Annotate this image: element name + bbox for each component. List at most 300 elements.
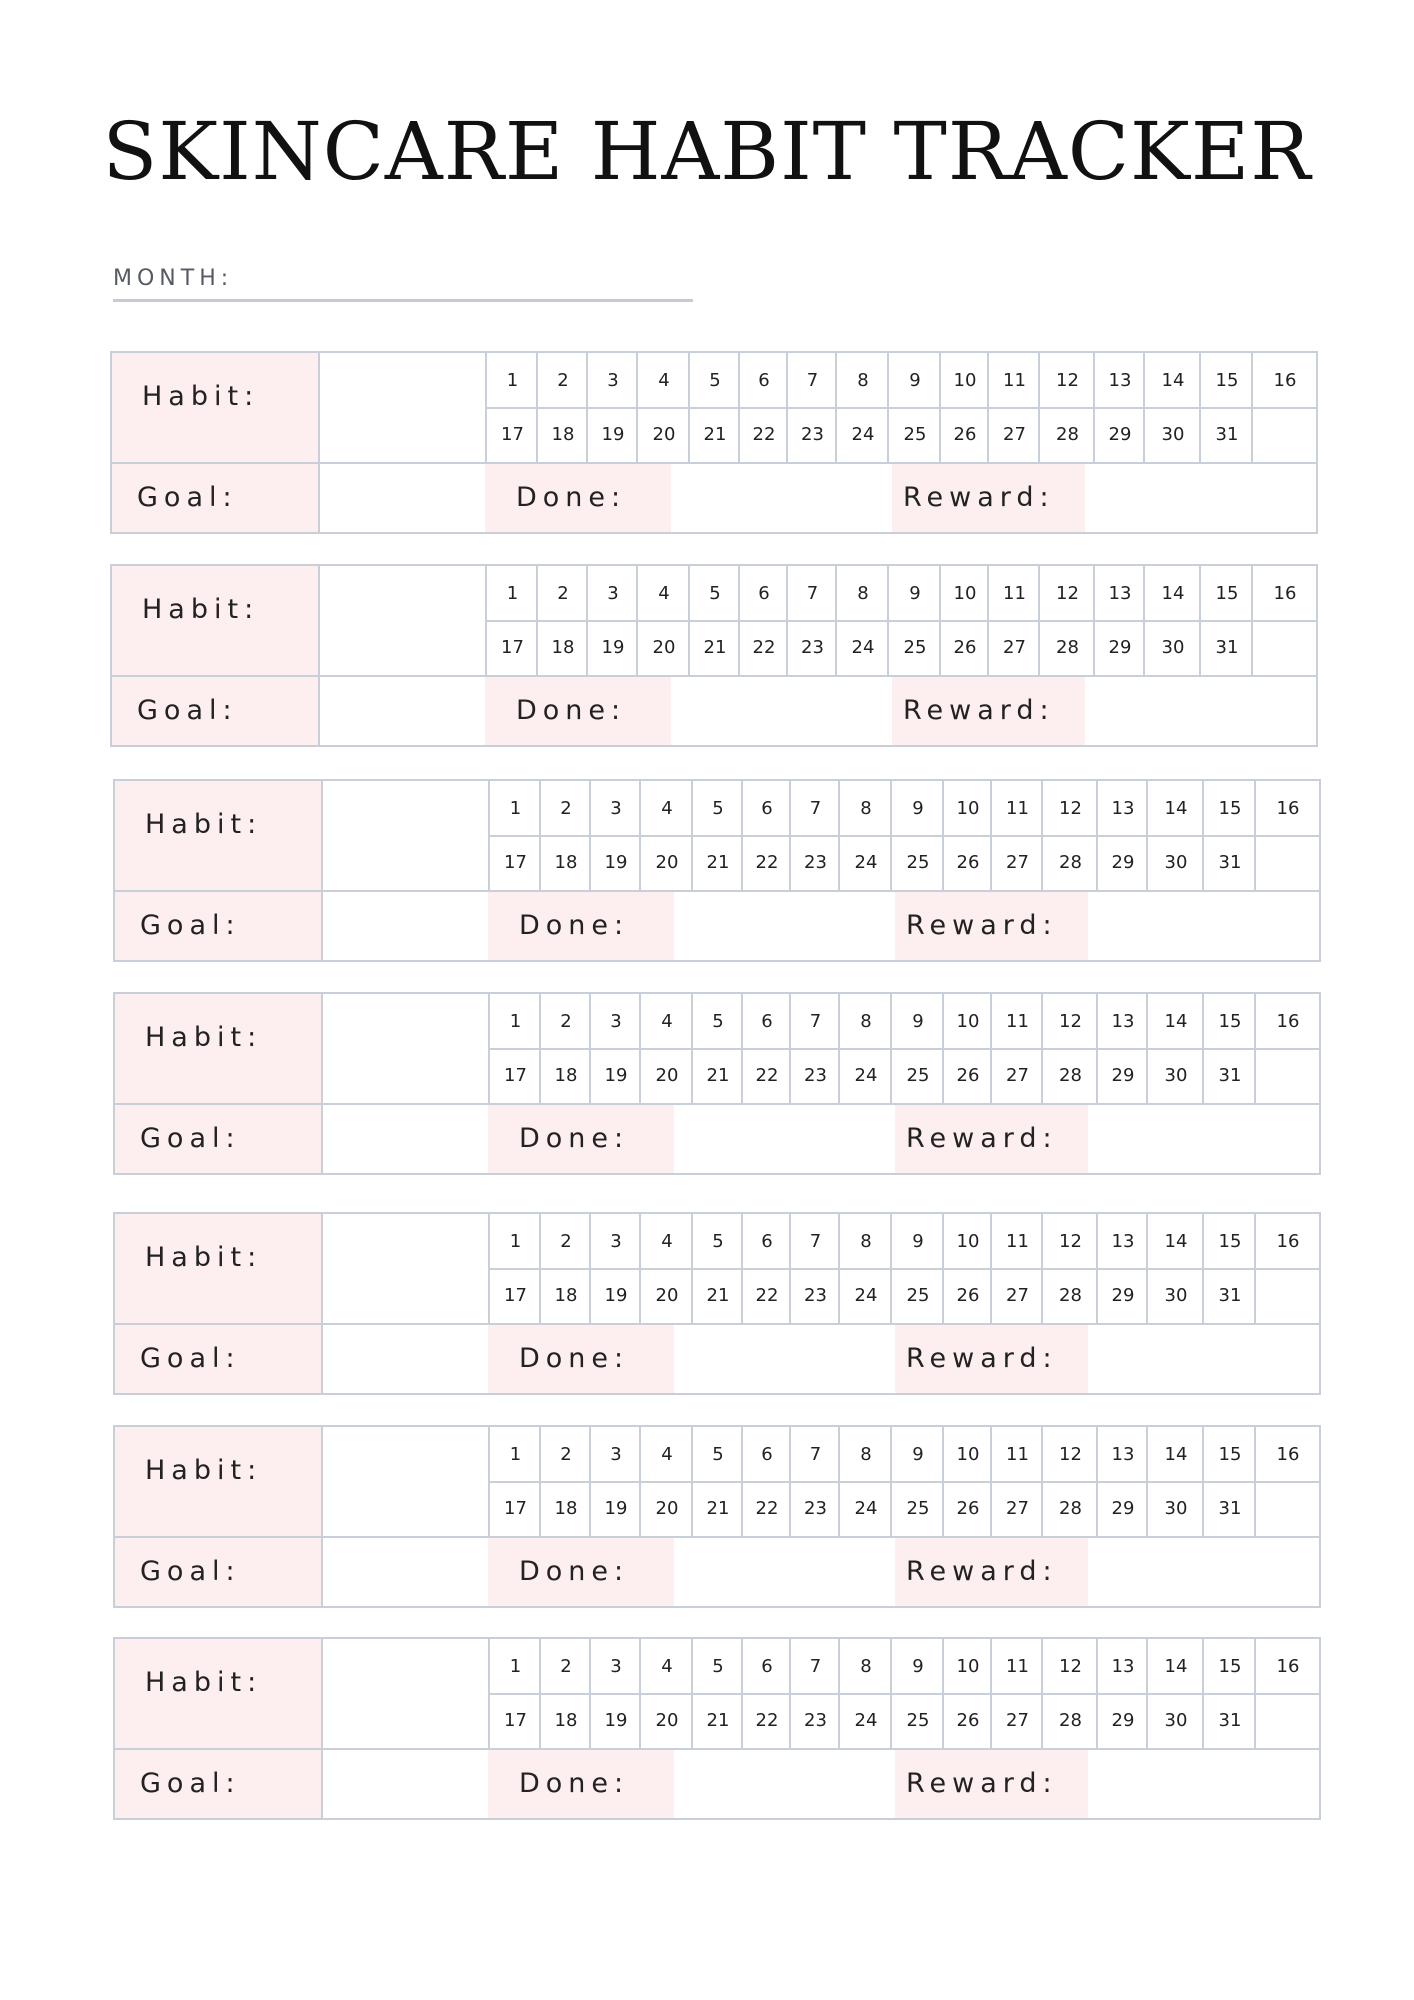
divider: [838, 1427, 840, 1536]
day-cell[interactable]: 29: [1111, 1710, 1135, 1731]
done-field[interactable]: [673, 464, 890, 532]
day-cell[interactable]: 10: [953, 583, 977, 604]
day-cell[interactable]: 17: [504, 1710, 527, 1731]
day-cell[interactable]: 7: [809, 1231, 822, 1252]
habit-label: Habit:: [145, 809, 263, 840]
day-cell[interactable]: 10: [956, 1231, 980, 1252]
done-field[interactable]: [676, 1325, 893, 1393]
day-cell[interactable]: 14: [1164, 1656, 1188, 1677]
day-cell[interactable]: 27: [1006, 1065, 1029, 1086]
day-cell[interactable]: 21: [703, 637, 727, 658]
divider: [488, 1214, 490, 1323]
day-cell[interactable]: 25: [906, 1710, 930, 1731]
day-cell[interactable]: 1: [509, 1011, 522, 1032]
day-cell[interactable]: 6: [761, 1231, 773, 1252]
habit-name-field[interactable]: [320, 566, 485, 675]
day-cell[interactable]: 10: [956, 1656, 980, 1677]
day-cell[interactable]: 25: [906, 1065, 930, 1086]
divider: [1096, 1639, 1098, 1748]
day-cell[interactable]: 19: [604, 1065, 628, 1086]
day-cell[interactable]: 1: [509, 798, 522, 819]
divider: [536, 566, 538, 675]
day-cell[interactable]: 22: [755, 1710, 779, 1731]
day-cell[interactable]: 7: [809, 1444, 822, 1465]
day-cell[interactable]: 31: [1218, 1285, 1242, 1306]
divider: [1146, 1639, 1148, 1748]
day-cell[interactable]: 30: [1161, 637, 1185, 658]
day-cell[interactable]: 5: [712, 1444, 724, 1465]
day-cell[interactable]: 19: [601, 637, 625, 658]
divider: [1038, 353, 1040, 462]
divider: [688, 353, 690, 462]
day-cell[interactable]: 14: [1161, 583, 1185, 604]
day-cell[interactable]: 18: [554, 852, 578, 873]
divider: [835, 353, 837, 462]
divider: [321, 1214, 323, 1393]
day-cell[interactable]: 24: [854, 1710, 878, 1731]
day-cell[interactable]: 11: [1006, 1011, 1029, 1032]
habit-name-field[interactable]: [323, 781, 488, 890]
day-cell[interactable]: 21: [706, 1710, 730, 1731]
day-cell[interactable]: 26: [953, 424, 977, 445]
divider: [589, 781, 591, 890]
day-cell[interactable]: 3: [610, 1011, 622, 1032]
day-cell[interactable]: 29: [1111, 1065, 1135, 1086]
divider: [942, 1427, 944, 1536]
day-cell[interactable]: 3: [607, 583, 619, 604]
day-cell[interactable]: 30: [1161, 424, 1185, 445]
divider: [1041, 1427, 1043, 1536]
habit-name-field[interactable]: [323, 1639, 488, 1748]
day-cell[interactable]: 8: [860, 1444, 872, 1465]
divider: [488, 1639, 490, 1748]
day-cell[interactable]: 27: [1003, 637, 1026, 658]
divider: [1146, 994, 1148, 1103]
day-cell[interactable]: 13: [1111, 1444, 1135, 1465]
day-cell[interactable]: 12: [1059, 1231, 1082, 1252]
day-cell[interactable]: 23: [804, 1065, 827, 1086]
divider: [890, 994, 892, 1103]
day-cell[interactable]: 9: [909, 370, 921, 391]
day-cell[interactable]: 1: [509, 1656, 522, 1677]
day-cell[interactable]: 14: [1164, 1011, 1188, 1032]
day-cell[interactable]: 31: [1215, 637, 1239, 658]
day-cell[interactable]: 19: [604, 852, 628, 873]
day-cell[interactable]: 23: [804, 1498, 827, 1519]
day-cell[interactable]: 15: [1218, 798, 1242, 819]
day-cell[interactable]: 4: [658, 583, 670, 604]
day-cell[interactable]: 16: [1276, 1444, 1300, 1465]
divider: [890, 1639, 892, 1748]
day-cell[interactable]: 26: [956, 1498, 980, 1519]
day-cell[interactable]: 23: [804, 852, 827, 873]
day-cell[interactable]: 28: [1059, 1710, 1082, 1731]
day-cell[interactable]: 14: [1164, 798, 1188, 819]
day-cell[interactable]: 18: [554, 1710, 578, 1731]
day-cell[interactable]: 19: [604, 1710, 628, 1731]
day-cell[interactable]: 9: [912, 1656, 924, 1677]
day-cell[interactable]: 25: [906, 1285, 930, 1306]
day-cell[interactable]: 5: [712, 1011, 724, 1032]
day-cell[interactable]: 2: [560, 1656, 572, 1677]
day-cell[interactable]: 25: [903, 424, 927, 445]
day-cell[interactable]: 31: [1218, 852, 1242, 873]
day-cell[interactable]: 17: [504, 1065, 527, 1086]
day-cell[interactable]: 9: [912, 1444, 924, 1465]
day-cell[interactable]: 8: [857, 583, 869, 604]
day-cell[interactable]: 24: [854, 852, 878, 873]
day-cell[interactable]: 16: [1276, 798, 1300, 819]
divider: [1041, 1639, 1043, 1748]
day-cell[interactable]: 5: [709, 370, 721, 391]
day-cell[interactable]: 20: [655, 1285, 679, 1306]
reward-field[interactable]: [1087, 464, 1316, 532]
day-cell[interactable]: 26: [956, 1285, 980, 1306]
divider: [942, 781, 944, 890]
day-cell[interactable]: 20: [652, 424, 676, 445]
day-cell[interactable]: 21: [706, 1498, 730, 1519]
divider: [589, 1214, 591, 1323]
habit-name-field[interactable]: [323, 1427, 488, 1536]
day-cell[interactable]: 8: [860, 798, 872, 819]
day-cell[interactable]: 21: [703, 424, 727, 445]
day-cell[interactable]: 18: [551, 424, 575, 445]
divider: [321, 1639, 323, 1818]
day-cell[interactable]: 9: [912, 1231, 924, 1252]
day-cell[interactable]: 25: [903, 637, 927, 658]
day-cell[interactable]: 12: [1059, 1656, 1082, 1677]
day-cell[interactable]: 15: [1218, 1656, 1242, 1677]
reward-field[interactable]: [1090, 1105, 1319, 1173]
day-cell[interactable]: 12: [1056, 583, 1079, 604]
done-field[interactable]: [676, 1105, 893, 1173]
day-cell[interactable]: 24: [854, 1285, 878, 1306]
day-cell[interactable]: 25: [906, 1498, 930, 1519]
done-field[interactable]: [673, 677, 890, 745]
day-cell[interactable]: 8: [860, 1231, 872, 1252]
day-cell[interactable]: 8: [860, 1011, 872, 1032]
day-cell[interactable]: 10: [953, 370, 977, 391]
day-cell[interactable]: 1: [506, 583, 519, 604]
day-cell[interactable]: 29: [1108, 424, 1132, 445]
day-cell[interactable]: 6: [758, 370, 770, 391]
divider: [488, 1268, 1319, 1270]
day-cell[interactable]: 28: [1059, 1065, 1082, 1086]
day-cell[interactable]: 16: [1276, 1011, 1300, 1032]
day-cell[interactable]: 26: [956, 852, 980, 873]
habit-tracker-block: [110, 351, 1318, 534]
day-cell[interactable]: 9: [909, 583, 921, 604]
day-cell[interactable]: 29: [1111, 1285, 1135, 1306]
day-cell[interactable]: 2: [560, 1011, 572, 1032]
goal-field[interactable]: [323, 1538, 488, 1606]
goal-label: Goal:: [140, 1343, 241, 1374]
divider: [786, 353, 788, 462]
day-cell[interactable]: 13: [1108, 370, 1132, 391]
day-cell[interactable]: 18: [554, 1285, 578, 1306]
day-cell[interactable]: 13: [1111, 1231, 1135, 1252]
divider: [1199, 566, 1201, 675]
day-cell[interactable]: 3: [610, 1231, 622, 1252]
day-cell[interactable]: 15: [1218, 1011, 1242, 1032]
day-cell[interactable]: 27: [1006, 1285, 1029, 1306]
day-cell[interactable]: 10: [956, 798, 980, 819]
day-cell[interactable]: 3: [610, 1656, 622, 1677]
day-cell[interactable]: 12: [1059, 798, 1082, 819]
day-cell[interactable]: 15: [1215, 370, 1239, 391]
day-cell[interactable]: 31: [1218, 1065, 1242, 1086]
day-cell[interactable]: 16: [1273, 583, 1297, 604]
day-cell[interactable]: 27: [1003, 424, 1026, 445]
day-cell[interactable]: 17: [501, 424, 524, 445]
day-cell[interactable]: 11: [1006, 1231, 1029, 1252]
day-cell[interactable]: 29: [1108, 637, 1132, 658]
habit-name-field[interactable]: [320, 353, 485, 462]
day-cell[interactable]: 23: [804, 1285, 827, 1306]
goal-field[interactable]: [320, 464, 485, 532]
day-cell[interactable]: 3: [607, 370, 619, 391]
day-cell[interactable]: 26: [956, 1710, 980, 1731]
goal-field[interactable]: [323, 1105, 488, 1173]
day-cell[interactable]: 10: [956, 1011, 980, 1032]
day-cell[interactable]: 8: [857, 370, 869, 391]
divider: [741, 1639, 743, 1748]
goal-label: Goal:: [140, 910, 241, 941]
day-cell[interactable]: 28: [1056, 637, 1079, 658]
reward-field[interactable]: [1087, 677, 1316, 745]
month-label: MONTH:: [113, 266, 234, 291]
day-cell[interactable]: 27: [1006, 1498, 1029, 1519]
day-cell[interactable]: 23: [801, 637, 824, 658]
day-cell[interactable]: 22: [755, 1285, 779, 1306]
day-cell[interactable]: 2: [557, 370, 569, 391]
day-cell[interactable]: 16: [1276, 1656, 1300, 1677]
day-cell[interactable]: 5: [712, 1231, 724, 1252]
day-cell[interactable]: 7: [809, 798, 822, 819]
day-cell[interactable]: 30: [1164, 1498, 1188, 1519]
day-cell[interactable]: 30: [1164, 852, 1188, 873]
divider: [488, 1693, 1319, 1695]
day-cell[interactable]: 12: [1059, 1011, 1082, 1032]
day-cell[interactable]: 17: [504, 1285, 527, 1306]
day-cell[interactable]: 6: [761, 798, 773, 819]
day-cell[interactable]: 20: [652, 637, 676, 658]
day-cell[interactable]: 3: [610, 1444, 622, 1465]
day-cell[interactable]: 15: [1218, 1231, 1242, 1252]
day-cell[interactable]: 13: [1111, 1011, 1135, 1032]
day-cell[interactable]: 6: [761, 1444, 773, 1465]
day-cell[interactable]: 16: [1273, 370, 1297, 391]
day-cell[interactable]: 7: [806, 583, 819, 604]
day-cell[interactable]: 28: [1059, 1285, 1082, 1306]
day-cell[interactable]: 30: [1164, 1710, 1188, 1731]
reward-field[interactable]: [1090, 1325, 1319, 1393]
divider: [539, 994, 541, 1103]
day-cell[interactable]: 6: [761, 1011, 773, 1032]
day-cell[interactable]: 17: [504, 1498, 527, 1519]
day-cell[interactable]: 13: [1111, 1656, 1135, 1677]
day-cell[interactable]: 4: [661, 1656, 673, 1677]
day-cell[interactable]: 22: [755, 1498, 779, 1519]
divider: [990, 1639, 992, 1748]
divider: [586, 566, 588, 675]
day-cell[interactable]: 25: [906, 852, 930, 873]
day-cell[interactable]: 28: [1059, 1498, 1082, 1519]
day-cell[interactable]: 17: [504, 852, 527, 873]
day-cell[interactable]: 2: [560, 798, 572, 819]
done-field[interactable]: [676, 892, 893, 960]
goal-field[interactable]: [320, 677, 485, 745]
divider: [488, 1427, 490, 1536]
day-cell[interactable]: 11: [1006, 798, 1029, 819]
day-cell[interactable]: 9: [912, 1011, 924, 1032]
day-cell[interactable]: 2: [560, 1231, 572, 1252]
day-cell[interactable]: 6: [761, 1656, 773, 1677]
day-cell[interactable]: 12: [1056, 370, 1079, 391]
day-cell[interactable]: 4: [661, 1231, 673, 1252]
divider: [115, 1103, 1319, 1105]
reward-field[interactable]: [1090, 1538, 1319, 1606]
divider: [112, 462, 1316, 464]
day-cell[interactable]: 19: [604, 1498, 628, 1519]
divider: [485, 353, 487, 462]
day-cell[interactable]: 11: [1006, 1444, 1029, 1465]
day-cell[interactable]: 2: [560, 1444, 572, 1465]
day-cell[interactable]: 18: [551, 637, 575, 658]
day-cell[interactable]: 30: [1164, 1285, 1188, 1306]
day-cell[interactable]: 23: [804, 1710, 827, 1731]
day-cell[interactable]: 31: [1215, 424, 1239, 445]
divider: [990, 781, 992, 890]
reward-field[interactable]: [1090, 892, 1319, 960]
day-cell[interactable]: 12: [1059, 1444, 1082, 1465]
done-field[interactable]: [676, 1538, 893, 1606]
goal-field[interactable]: [323, 1325, 488, 1393]
day-cell[interactable]: 4: [661, 1444, 673, 1465]
day-cell[interactable]: 20: [655, 852, 679, 873]
day-cell[interactable]: 13: [1108, 583, 1132, 604]
divider: [1041, 781, 1043, 890]
divider: [838, 1639, 840, 1748]
divider: [1202, 1639, 1204, 1748]
month-input-line[interactable]: [113, 299, 693, 302]
day-cell[interactable]: 27: [1006, 1710, 1029, 1731]
divider: [990, 1214, 992, 1323]
day-cell[interactable]: 7: [809, 1656, 822, 1677]
day-cell[interactable]: 23: [801, 424, 824, 445]
day-cell[interactable]: 20: [655, 1065, 679, 1086]
day-cell[interactable]: 5: [712, 798, 724, 819]
day-cell[interactable]: 31: [1218, 1498, 1242, 1519]
day-cell[interactable]: 18: [554, 1498, 578, 1519]
divider: [942, 1214, 944, 1323]
day-cell[interactable]: 21: [706, 1065, 730, 1086]
day-cell[interactable]: 1: [509, 1231, 522, 1252]
day-cell[interactable]: 20: [655, 1710, 679, 1731]
day-cell[interactable]: 11: [1006, 1656, 1029, 1677]
day-cell[interactable]: 8: [860, 1656, 872, 1677]
day-cell[interactable]: 19: [604, 1285, 628, 1306]
goal-field[interactable]: [323, 1750, 488, 1818]
day-cell[interactable]: 22: [752, 637, 776, 658]
day-cell[interactable]: 11: [1003, 583, 1026, 604]
day-cell[interactable]: 3: [610, 798, 622, 819]
day-cell[interactable]: 21: [706, 1285, 730, 1306]
day-cell[interactable]: 26: [956, 1065, 980, 1086]
day-cell[interactable]: 24: [854, 1065, 878, 1086]
reward-label: Reward:: [906, 910, 1058, 941]
day-cell[interactable]: 29: [1111, 1498, 1135, 1519]
day-cell[interactable]: 20: [655, 1498, 679, 1519]
divider: [990, 994, 992, 1103]
day-cell[interactable]: 11: [1003, 370, 1026, 391]
day-cell[interactable]: 22: [755, 1065, 779, 1086]
day-cell[interactable]: 2: [557, 583, 569, 604]
day-cell[interactable]: 29: [1111, 852, 1135, 873]
day-cell[interactable]: 6: [758, 583, 770, 604]
day-cell[interactable]: 4: [658, 370, 670, 391]
habit-name-field[interactable]: [323, 994, 488, 1103]
divider: [639, 994, 641, 1103]
day-cell[interactable]: 9: [912, 798, 924, 819]
goal-field[interactable]: [323, 892, 488, 960]
day-cell[interactable]: 28: [1059, 852, 1082, 873]
day-cell[interactable]: 17: [501, 637, 524, 658]
done-label: Done:: [519, 1768, 630, 1799]
done-field[interactable]: [676, 1750, 893, 1818]
day-cell[interactable]: 24: [851, 424, 875, 445]
day-cell[interactable]: 5: [709, 583, 721, 604]
divider: [1096, 994, 1098, 1103]
day-cell[interactable]: 10: [956, 1444, 980, 1465]
day-cell[interactable]: 24: [851, 637, 875, 658]
day-cell[interactable]: 15: [1218, 1444, 1242, 1465]
day-cell[interactable]: 22: [752, 424, 776, 445]
reward-field[interactable]: [1090, 1750, 1319, 1818]
day-cell[interactable]: 15: [1215, 583, 1239, 604]
habit-name-field[interactable]: [323, 1214, 488, 1323]
day-cell[interactable]: 26: [953, 637, 977, 658]
day-cell[interactable]: 28: [1056, 424, 1079, 445]
divider: [639, 1639, 641, 1748]
day-cell[interactable]: 16: [1276, 1231, 1300, 1252]
day-cell[interactable]: 18: [554, 1065, 578, 1086]
day-cell[interactable]: 31: [1218, 1710, 1242, 1731]
divider: [1202, 1214, 1204, 1323]
day-cell[interactable]: 30: [1164, 1065, 1188, 1086]
day-cell[interactable]: 14: [1161, 370, 1185, 391]
day-cell[interactable]: 19: [601, 424, 625, 445]
day-cell[interactable]: 4: [661, 1011, 673, 1032]
divider: [586, 353, 588, 462]
day-cell[interactable]: 7: [806, 370, 819, 391]
day-cell[interactable]: 14: [1164, 1444, 1188, 1465]
day-cell[interactable]: 7: [809, 1011, 822, 1032]
divider: [939, 566, 941, 675]
day-cell[interactable]: 1: [506, 370, 519, 391]
day-cell[interactable]: 5: [712, 1656, 724, 1677]
day-cell[interactable]: 21: [706, 852, 730, 873]
divider: [1254, 1214, 1256, 1323]
day-cell[interactable]: 27: [1006, 852, 1029, 873]
day-cell[interactable]: 22: [755, 852, 779, 873]
day-cell[interactable]: 14: [1164, 1231, 1188, 1252]
day-cell[interactable]: 24: [854, 1498, 878, 1519]
day-cell[interactable]: 4: [661, 798, 673, 819]
day-cell[interactable]: 1: [509, 1444, 522, 1465]
day-cell[interactable]: 13: [1111, 798, 1135, 819]
divider: [589, 994, 591, 1103]
